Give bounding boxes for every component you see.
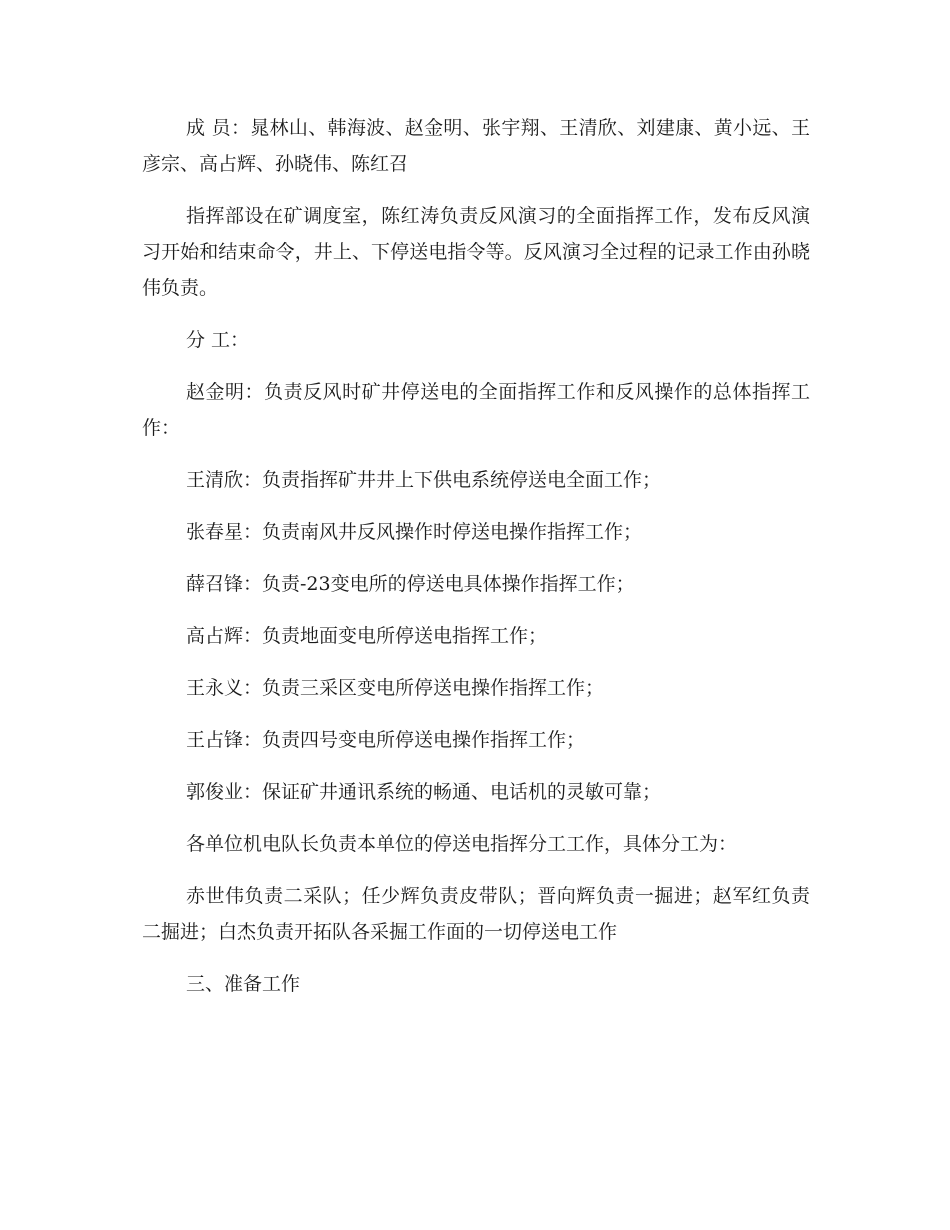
paragraph-duty-wang-zhanfeng: 王占锋：负责四号变电所停送电操作指挥工作； <box>186 729 586 751</box>
paragraph-division-heading: 分 工： <box>186 329 250 351</box>
document-body <box>142 110 810 1018</box>
paragraph-unit-assignments: 赤世伟负责二采队；任少辉负责皮带队；晋向辉负责一掘进；赵军红负责二掘进；白杰负责开拓队各采掘工作面的一切停送电工作 <box>142 885 810 943</box>
paragraph-duty-wang-yongyi: 王永义：负责三采区变电所停送电操作指挥工作； <box>186 677 605 699</box>
paragraph-duty-gao: 高占辉：负责地面变电所停送电指挥工作； <box>186 625 548 647</box>
paragraph-duty-zhang: 张春星：负责南风井反风操作时停送电操作指挥工作； <box>186 521 643 543</box>
paragraph-command-post: 指挥部设在矿调度室，陈红涛负责反风演习的全面指挥工作，发布反风演习开始和结束命令，井上、下停送电指令等。反风演习全过程的记录工作由孙晓伟负责。 <box>142 205 810 299</box>
paragraph-members: 成 员：晁林山、韩海波、赵金明、张宇翔、王清欣、刘建康、黄小远、王彦宗、高占辉、孙晓伟、陈红召 <box>142 117 810 175</box>
paragraph-unit-leaders: 各单位机电队长负责本单位的停送电指挥分工工作，具体分工为： <box>186 833 738 855</box>
paragraph-duty-zhao: 赵金明：负责反风时矿井停送电的全面指挥工作和反风操作的总体指挥工作： <box>142 381 810 439</box>
paragraph-duty-xue: 薛召锋：负责-23变电所的停送电具体操作指挥工作； <box>186 573 635 595</box>
section-heading-preparation: 三、准备工作 <box>186 973 301 995</box>
paragraph-duty-wang-qingxin: 王清欣：负责指挥矿井井上下供电系统停送电全面工作； <box>186 469 662 491</box>
paragraph-duty-guo: 郭俊业：保证矿井通讯系统的畅通、电话机的灵敏可靠； <box>186 781 662 803</box>
